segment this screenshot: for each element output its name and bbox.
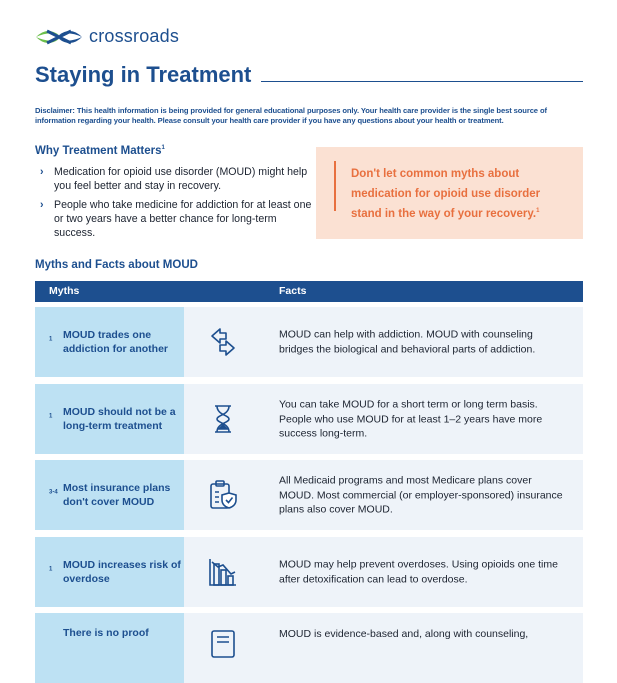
why-heading xyxy=(35,145,165,157)
chevron-right-icon: › xyxy=(40,199,44,211)
col-myths-header: Myths xyxy=(49,285,80,297)
document-icon xyxy=(207,627,239,659)
hourglass-icon xyxy=(207,403,239,435)
myth-cell xyxy=(35,613,184,683)
table-row xyxy=(35,613,583,683)
exchange-arrows-icon xyxy=(207,326,239,358)
title-rule xyxy=(261,81,583,82)
fact-text: You can take MOUD for a short term or long term basis. People who use MOUD for at least 1–2 years have more success long-term. xyxy=(279,398,543,440)
myth-cell xyxy=(35,537,184,607)
why-heading-text: Why Treatment Matters xyxy=(35,145,162,157)
myth-cell xyxy=(35,384,184,454)
myths-heading: Myths and Facts about MOUD xyxy=(35,259,198,271)
why-list xyxy=(40,165,315,245)
myth-body: MOUD increases risk of overdose xyxy=(63,559,181,585)
myth-text xyxy=(49,559,181,585)
chart-decline-icon xyxy=(207,556,239,588)
crossroads-logo-mark-icon xyxy=(35,27,83,47)
myth-body: MOUD should not be a long-term treatment xyxy=(63,406,176,432)
myth-body: Most insurance plans don't cover MOUD xyxy=(63,482,171,508)
why-heading-sup: 1 xyxy=(161,145,165,152)
fact-text: MOUD is evidence-based and, along with counseling, xyxy=(279,628,529,640)
title-row xyxy=(35,62,583,88)
myth-sup: 3-4 xyxy=(49,489,58,496)
col-facts-header: Facts xyxy=(279,285,307,297)
chevron-right-icon: › xyxy=(40,166,44,178)
myth-sup: 1 xyxy=(49,566,53,573)
myth-body: MOUD trades one addiction for another xyxy=(63,329,168,355)
table-row xyxy=(35,460,583,530)
clipboard-shield-icon xyxy=(207,479,239,511)
list-item xyxy=(40,198,315,240)
fact-text: MOUD may help prevent overdoses. Using opioids one time after detoxification can lead to overdose. xyxy=(279,558,558,585)
crossroads-logo xyxy=(35,26,179,47)
callout-body: Don't let common myths about medication for opioid use disorder stand in the way of your recovery. xyxy=(351,168,541,220)
callout-text xyxy=(351,164,561,224)
brand-name: crossroads xyxy=(89,26,180,46)
myth-text xyxy=(49,329,179,355)
table-row xyxy=(35,384,583,454)
myth-body: There is no proof xyxy=(63,627,149,639)
myth-text xyxy=(49,482,179,508)
callout-accent-bar xyxy=(334,161,336,211)
myth-sup: 1 xyxy=(49,336,53,343)
myth-sup: 1 xyxy=(49,413,53,420)
myth-cell xyxy=(35,460,184,530)
callout-box xyxy=(316,147,583,239)
list-item xyxy=(40,165,315,193)
myth-text xyxy=(49,406,179,432)
page-title: Staying in Treatment xyxy=(35,62,252,87)
why-item-text: Medication for opioid use disorder (MOUD) might help you feel better and stay in recovery. xyxy=(54,166,308,192)
fact-text: All Medicaid programs and most Medicare plans cover MOUD. Most commercial (or employer-sponsored) insurance plans also cover MOUD. xyxy=(279,474,563,516)
table-row xyxy=(35,537,583,607)
fact-text: MOUD can help with addiction. MOUD with counseling bridges the biological and behavioral parts of addiction. xyxy=(279,328,536,355)
callout-sup: 1 xyxy=(536,208,540,215)
why-item-text: People who take medicine for addiction for at least one or two years have a better chance for long-term success. xyxy=(54,199,312,239)
disclaimer-text: Disclaimer: This health information is being provided for general educational purposes only. Your health care provider is the single best source of information regarding your health. Please consult your health care provider if you have any questions about your health or treatment. xyxy=(35,106,547,125)
myth-cell xyxy=(35,307,184,377)
table-header xyxy=(35,281,583,302)
table-row xyxy=(35,307,583,377)
